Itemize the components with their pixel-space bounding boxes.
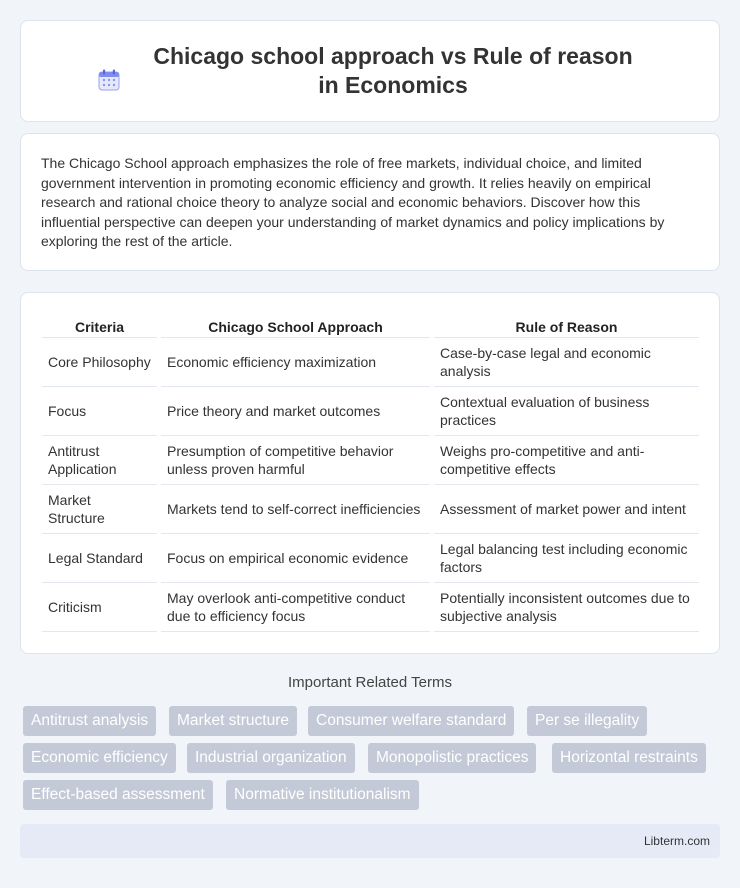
intro-card	[20, 133, 720, 271]
row-chicago-value: May overlook anti-competitive conduct due to efficiency focus	[159, 582, 432, 631]
row-criteria: Criticism	[42, 582, 159, 631]
table-header-row	[42, 313, 699, 337]
comparison-table	[42, 313, 699, 632]
related-term-tag[interactable]: Market structure	[169, 706, 297, 736]
row-criteria: Core Philosophy	[42, 337, 159, 386]
row-rule-value: Case-by-case legal and economic analysis	[432, 337, 699, 386]
intro-paragraph: The Chicago School approach emphasizes the role of free markets, individual choice, and limited government intervention in promoting economic efficiency and growth. It relies heavily on empirical research and rational choice theory to analyze social and economic behaviors. Discover how this influential perspective can deepen your understanding of market dynamics and policy implications by exploring the rest of the article.	[41, 155, 665, 250]
row-criteria: Market Structure	[42, 484, 159, 533]
row-chicago-value: Economic efficiency maximization	[159, 337, 432, 386]
related-term-tag[interactable]: Horizontal restraints	[552, 743, 706, 773]
title-card	[20, 20, 720, 122]
table-row	[42, 386, 699, 435]
footer	[20, 824, 720, 858]
table-row	[42, 435, 699, 484]
table-row	[42, 582, 699, 631]
row-chicago-value: Focus on empirical economic evidence	[159, 533, 432, 582]
table-row	[42, 484, 699, 533]
related-term-tag[interactable]: Per se illegality	[527, 706, 647, 736]
row-rule-value: Potentially inconsistent outcomes due to subjective analysis	[432, 582, 699, 631]
row-rule-value: Assessment of market power and intent	[432, 484, 699, 533]
related-term-tag[interactable]: Consumer welfare standard	[308, 706, 514, 736]
row-criteria: Focus	[42, 386, 159, 435]
row-chicago-value: Markets tend to self-correct inefficiencies	[159, 484, 432, 533]
related-terms-heading: Important Related Terms	[288, 674, 452, 691]
related-term-tag[interactable]: Monopolistic practices	[368, 743, 536, 773]
row-rule-value: Legal balancing test including economic factors	[432, 533, 699, 582]
comparison-table-card	[20, 292, 720, 654]
related-term-tag[interactable]: Normative institutionalism	[226, 780, 419, 810]
related-term-tag[interactable]: Effect-based assessment	[23, 780, 213, 810]
header-chicago-school: Chicago School Approach	[159, 313, 432, 337]
row-rule-value: Weighs pro-competitive and anti-competitive effects	[432, 435, 699, 484]
related-term-tag[interactable]: Industrial organization	[187, 743, 355, 773]
row-criteria: Antitrust Application	[42, 435, 159, 484]
table-row	[42, 337, 699, 386]
footer-site-link[interactable]: Libterm.com	[643, 834, 710, 848]
related-term-tag[interactable]: Antitrust analysis	[23, 706, 156, 736]
header-rule-of-reason: Rule of Reason	[432, 313, 699, 337]
related-term-tag[interactable]: Economic efficiency	[23, 743, 176, 773]
row-chicago-value: Price theory and market outcomes	[159, 386, 432, 435]
header-criteria: Criteria	[42, 313, 159, 337]
row-rule-value: Contextual evaluation of business practices	[432, 386, 699, 435]
row-chicago-value: Presumption of competitive behavior unless proven harmful	[159, 435, 432, 484]
page-title: Chicago school approach vs Rule of reason in Economics	[153, 43, 633, 98]
calendar-icon	[97, 68, 121, 92]
table-row	[42, 533, 699, 582]
row-criteria: Legal Standard	[42, 533, 159, 582]
